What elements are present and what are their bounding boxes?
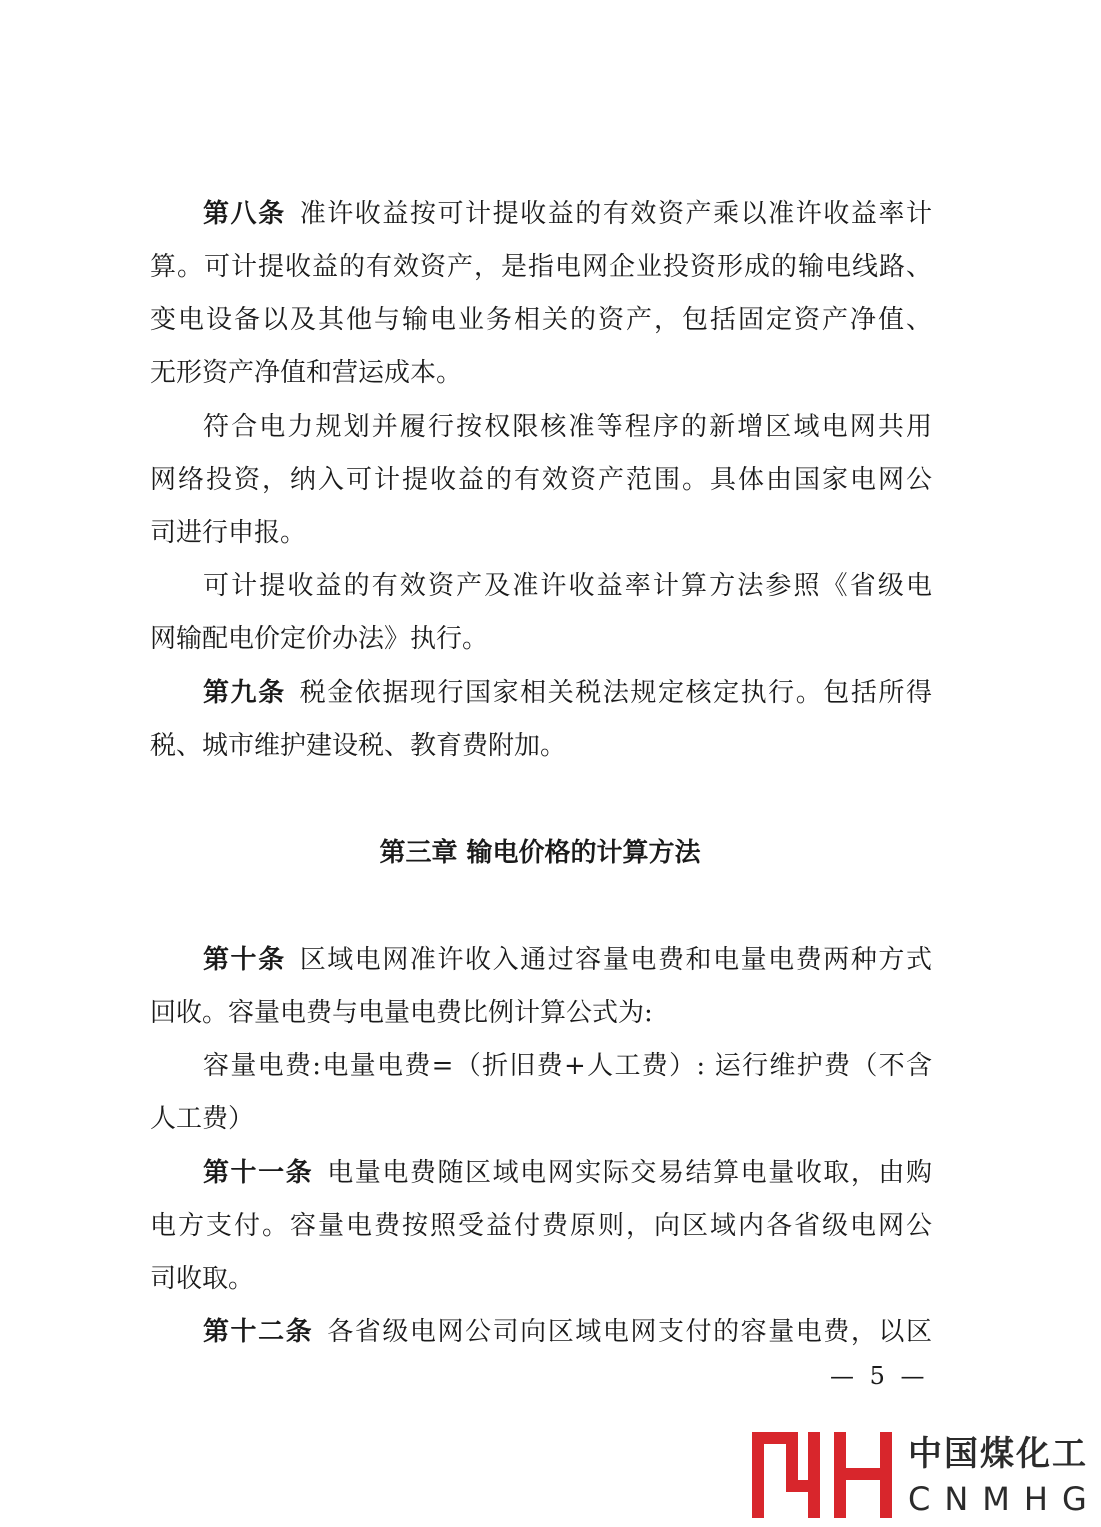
article-8-line-2: 算。可计提收益的有效资产，是指电网企业投资形成的输电线路、 [150, 252, 932, 282]
article-10-line-1: 第十条 区域电网准许收入通过容量电费和电量电费两种方式 [203, 945, 932, 975]
formula-line-1: 容量电费:电量电费=（折旧费+人工费）: 运行维护费（不含 [203, 1051, 932, 1081]
article-10-label: 第十条 [203, 945, 286, 975]
article-11-label: 第十一条 [203, 1158, 314, 1188]
network-para-line-1: 符合电力规划并履行按权限核准等程序的新增区域电网共用 [203, 412, 932, 442]
chapter-3-heading: 第三章 输电价格的计算方法 [379, 838, 701, 868]
logo-name-cn: 中国煤化工 [908, 1434, 1088, 1474]
article-8-label: 第八条 [203, 199, 286, 229]
article-9-label: 第九条 [203, 678, 286, 708]
article-8-line-1: 第八条 准许收益按可计提收益的有效资产乘以准许收益率计 [203, 199, 932, 229]
network-para-line-3: 司进行申报。 [150, 518, 307, 548]
network-para-line-2: 网络投资，纳入可计提收益的有效资产范围。具体由国家电网公 [150, 465, 932, 495]
watermark-logo [748, 1426, 1101, 1522]
article-12-line-1: 第十二条 各省级电网公司向区域电网支付的容量电费，以区 [203, 1317, 932, 1347]
article-12-label: 第十二条 [203, 1317, 314, 1347]
article-9-line-1: 第九条 税金依据现行国家相关税法规定核定执行。包括所得 [203, 678, 932, 708]
logo-name-en: CNMHG [908, 1480, 1101, 1518]
article-11-line-1: 第十一条 电量电费随区域电网实际交易结算电量收取，由购 [203, 1158, 932, 1188]
method-para-line-1: 可计提收益的有效资产及准许收益率计算方法参照《省级电 [203, 571, 932, 601]
formula-line-2: 人工费） [150, 1104, 255, 1134]
article-8-line-3: 变电设备以及其他与输电业务相关的资产，包括固定资产净值、 [150, 305, 932, 335]
article-11-line-2: 电方支付。容量电费按照受益付费原则，向区域内各省级电网公 [150, 1211, 932, 1241]
mh-logo-mark-icon [748, 1426, 898, 1522]
article-8-line-4: 无形资产净值和营运成本。 [150, 358, 463, 388]
page-number: — 5 — [830, 1362, 929, 1390]
article-9-line-2: 税、城市维护建设税、教育费附加。 [150, 731, 567, 761]
article-11-line-3: 司收取。 [150, 1264, 255, 1294]
article-10-line-2: 回收。容量电费与电量电费比例计算公式为: [150, 998, 653, 1028]
method-para-line-2: 网输配电价定价办法》执行。 [150, 624, 489, 654]
